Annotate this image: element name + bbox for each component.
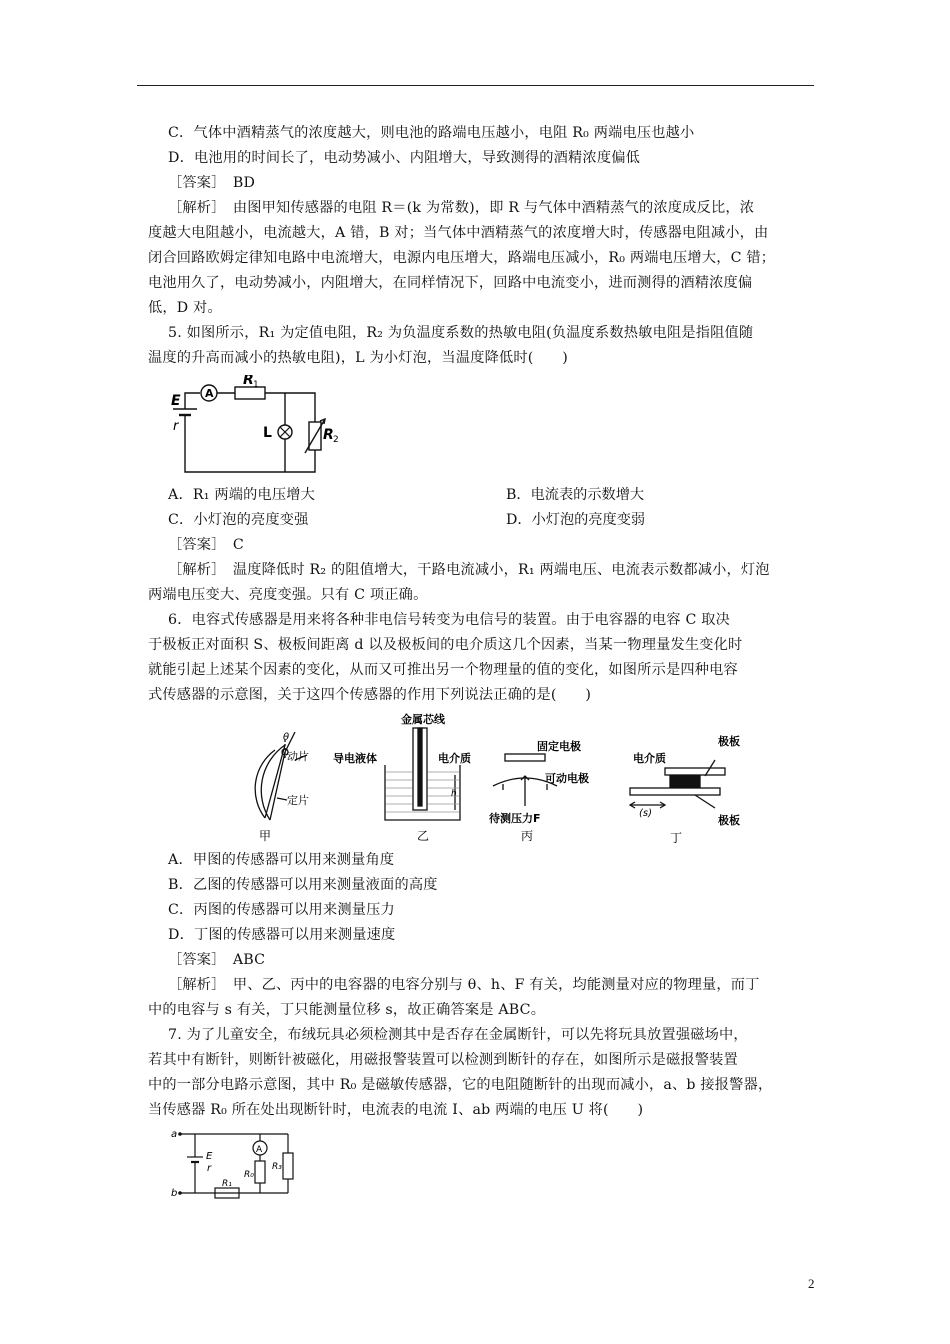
r1-label: R xyxy=(243,375,254,388)
plate-label-top: 极板 xyxy=(718,735,740,748)
q6-option-d: D．丁图的传感器可以用来测量速度 xyxy=(168,927,396,943)
page-number: 2 xyxy=(808,1276,815,1291)
plate-label-bottom: 极板 xyxy=(718,814,740,827)
movable-electrode-label: 可动电极 xyxy=(545,772,589,785)
q6-analysis-line: ［解析］ 甲、乙、丙中的电容器的电容分别与 θ、h、F 有关，均能测量对应的物理量，而丁 xyxy=(168,977,760,993)
q7-stem-line: 7. 为了儿童安全，布绒玩具必须检测其中是否存在金属断针，可以先将玩具放置强磁场中， xyxy=(168,1027,748,1043)
q6-option-b: B．乙图的传感器可以用来测量液面的高度 xyxy=(168,877,438,893)
emf-label: E xyxy=(171,393,181,409)
q5-option-a: A．R₁ 两端的电压增大 xyxy=(168,487,316,503)
internal-resistance-label: r xyxy=(173,419,179,434)
q7-stem-line: 中的一部分电路示意图，其中 R₀ 是磁敏传感器，它的电阻随断针的出现而减小，a、b 接报警器， xyxy=(148,1077,773,1093)
figure-ding-label: 丁 xyxy=(670,831,683,845)
q4-analysis-line: 低，D 对。 xyxy=(148,300,222,316)
emf-label-q7: E xyxy=(206,1151,213,1162)
r2-subscript: 2 xyxy=(333,435,339,445)
fixed-electrode-label: 固定电极 xyxy=(537,740,581,753)
moving-plate-label: 动片 xyxy=(287,750,309,763)
q4-analysis-line: 度越大电阻越小，电流越大，A 错，B 对；当气体中酒精蒸气的浓度增大时，传感器电阻减小，由 xyxy=(148,225,769,241)
r0-label-q7: R₀ xyxy=(244,1170,254,1180)
displacement-sensor-figure xyxy=(630,760,725,808)
q4-analysis-line: ［解析］ 由图甲知传感器的电阻 R＝(k 为常数)，即 R 与气体中酒精蒸气的浓度成反比，浓 xyxy=(168,200,755,216)
q7-circuit-diagram xyxy=(170,1125,310,1200)
q6-stem-line: 6．电容式传感器是用来将各种非电信号转变为电信号的装置。由于电容器的电容 C 取决 xyxy=(168,612,731,628)
terminal-a-label: a xyxy=(171,1129,178,1140)
q5-option-b: B．电流表的示数增大 xyxy=(506,487,645,503)
q6-analysis-line: 中的电容与 s 有关，丁只能测量位移 s，故正确答案是 ABC。 xyxy=(148,1002,546,1018)
r1-label-q7: R₁ xyxy=(222,1179,232,1189)
q6-stem-line: 式传感器的示意图，关于这四个传感器的作用下列说法正确的是( ) xyxy=(148,687,592,703)
lamp-label: L xyxy=(263,425,272,441)
figure-yi-label: 乙 xyxy=(417,829,430,843)
q5-option-d: D．小灯泡的亮度变弱 xyxy=(506,512,646,528)
q6-stem-line: 于极板正对面积 S、极板间距离 d 以及极板间的电介质这几个因素，当某一物理量发生变化时 xyxy=(148,637,743,653)
q6-answer: ［答案］ ABC xyxy=(168,952,266,968)
q7-stem-line: 若其中有断针，则断针被磁化，用磁报警装置可以检测到断针的存在，如图所示是磁报警装置 xyxy=(148,1052,738,1068)
q4-option-d: D．电池用的时间长了，电动势减小、内阻增大，导致测得的酒精浓度偏低 xyxy=(168,150,640,166)
internal-resistance-label-q7: r xyxy=(207,1163,212,1174)
q5-option-c: C．小灯泡的亮度变强 xyxy=(168,512,309,528)
q5-answer: ［答案］ C xyxy=(168,537,244,553)
r1-subscript: 1 xyxy=(253,380,259,390)
conductive-liquid-label: 导电液体 xyxy=(333,752,377,765)
ammeter-label: A xyxy=(205,387,214,400)
figure-bing-label: 丙 xyxy=(521,829,534,843)
q4-analysis-line: 闭合回路欧姆定律知电路中电流增大，电源内电压增大，路端电压减小，R₀ 两端电压增大，C 错； xyxy=(148,250,776,266)
q5-stem-line: 5. 如图所示，R₁ 为定值电阻，R₂ 为负温度系数的热敏电阻(负温度系数热敏电阻是指阻值随 xyxy=(168,325,754,341)
theta-label: θ xyxy=(283,732,290,743)
q4-answer: ［答案］ BD xyxy=(168,175,256,191)
q4-option-c: C．气体中酒精蒸气的浓度越大，则电池的路端电压越小，电阻 R₀ 两端电压也越小 xyxy=(168,125,695,141)
metal-core-label: 金属芯线 xyxy=(401,713,445,726)
dielectric-label: 电介质 xyxy=(438,752,471,765)
q6-option-c: C．丙图的传感器可以用来测量压力 xyxy=(168,902,395,918)
liquid-level-sensor-figure xyxy=(385,728,460,820)
header-rule xyxy=(137,85,814,86)
q6-sensor-diagrams xyxy=(225,710,765,845)
q5-circuit-diagram xyxy=(165,375,355,475)
r3-label-q7: R₃ xyxy=(272,1162,282,1172)
ammeter-label-q7: A xyxy=(256,1145,263,1155)
figure-jia-label: 甲 xyxy=(259,829,272,843)
terminal-b-label: b xyxy=(171,1188,178,1199)
q5-analysis-line: 两端电压变大、亮度变强。只有 C 项正确。 xyxy=(148,587,428,603)
q6-stem-line: 就能引起上述某个因素的变化，从而又可推出另一个物理量的值的变化，如图所示是四种电容 xyxy=(148,662,738,678)
pressure-label: 待测压力F xyxy=(489,812,541,825)
dielectric-label-2: 电介质 xyxy=(633,752,666,765)
q7-stem-line: 当传感器 R₀ 所在处出现断针时，电流表的电流 I、ab 两端的电压 U 将( ) xyxy=(148,1102,644,1118)
q4-analysis-line: 电池用久了，电动势减小，内阻增大，在同样情况下，回路中电流变小，进而测得的酒精浓度偏 xyxy=(148,275,753,291)
q6-option-a: A．甲图的传感器可以用来测量角度 xyxy=(168,852,395,868)
q5-stem-line: 温度的升高而减小的热敏电阻)，L 为小灯泡，当温度降低时( ) xyxy=(148,350,569,366)
q5-analysis-line: ［解析］ 温度降低时 R₂ 的阻值增大，干路电流减小，R₁ 两端电压、电流表示数都减小，灯泡 xyxy=(168,562,770,578)
displacement-label: (s) xyxy=(639,808,653,819)
height-label: h xyxy=(451,789,457,799)
r2-label: R xyxy=(323,427,334,443)
fixed-plate-label: 定片 xyxy=(287,794,309,807)
